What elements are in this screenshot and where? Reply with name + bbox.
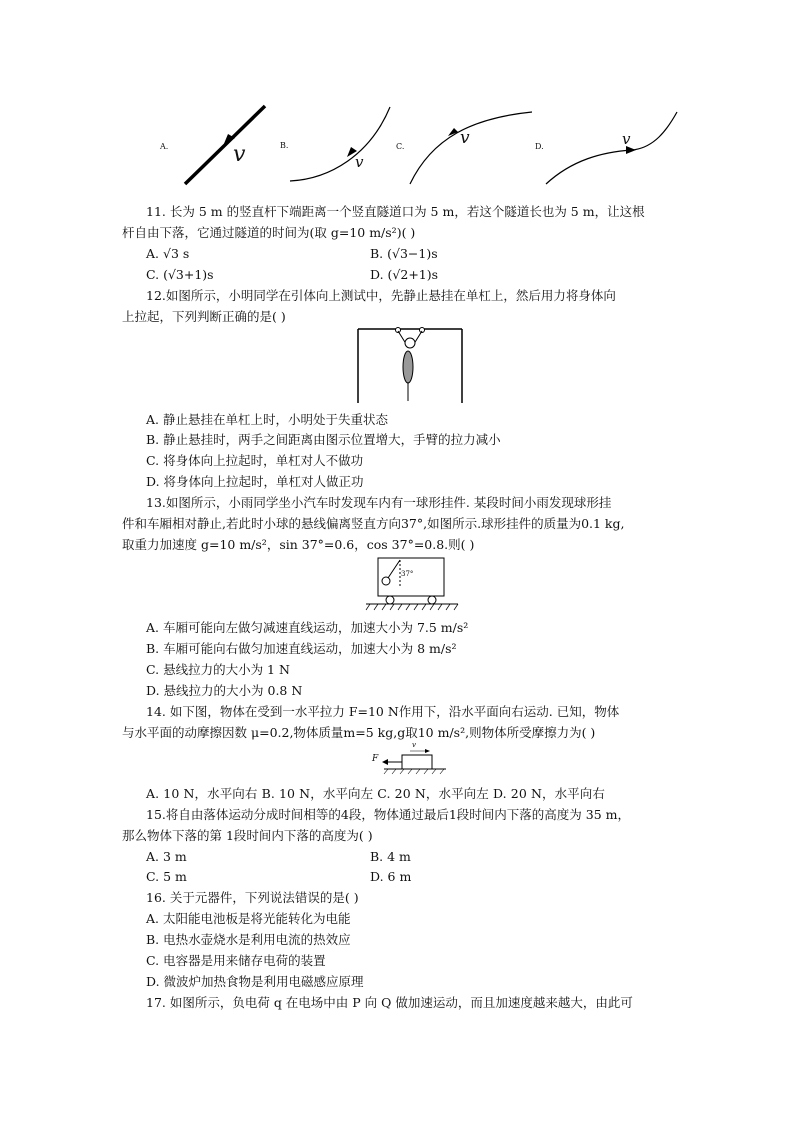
curve-b-diagram [275, 105, 395, 185]
figure-option-c [392, 108, 537, 188]
q16-stem: 16. 关于元器件，下列说法错误的是( ) [146, 890, 359, 905]
straight-arrow-diagram [155, 100, 275, 190]
q15-option-a: A. 3 m [146, 849, 187, 864]
velocity-label-b: v [355, 153, 364, 171]
velocity-label-a: v [233, 142, 246, 167]
q11-option-c: C. (√3+1)s [146, 267, 214, 282]
block-figure [370, 745, 450, 775]
figure-option-d [532, 110, 682, 190]
q12-option-c: C. 将身体向上拉起时，单杠对人不做功 [146, 453, 364, 468]
q15-stem-line2: 那么物体下落的第 1段时间内下落的高度为( ) [122, 828, 373, 843]
q15-option-d: D. 6 m [370, 869, 412, 884]
q14-stem-line2: 与水平面的动摩擦因数 μ=0.2,物体质量m=5 kg,g取10 m/s²,则物体所受摩擦力为( ) [122, 725, 596, 740]
curve-c-diagram [392, 108, 537, 188]
pullup-diagram [352, 325, 468, 405]
q11-option-d: D. (√2+1)s [370, 267, 439, 282]
q13-option-c: C. 悬线拉力的大小为 1 N [146, 662, 290, 677]
q11-stem-line1: 11. 长为 5 m 的竖直杆下端距离一个竖直隧道口为 5 m，若这个隧道长也为 5 m，让这根 [146, 204, 645, 219]
q14-options: A. 10 N，水平向右 B. 10 N，水平向左 C. 20 N，水平向左 D. 20 N，水平向右 [146, 786, 605, 801]
q12-option-d: D. 将身体向上拉起时，单杠对人做正功 [146, 474, 364, 489]
velocity-label: v [412, 741, 416, 749]
q11-option-b: B. (√3−1)s [370, 246, 438, 261]
q16-option-d: D. 微波炉加热食物是利用电磁感应原理 [146, 974, 364, 989]
q16-option-a: A. 太阳能电池板是将光能转化为电能 [146, 911, 351, 926]
force-label: F [372, 754, 379, 764]
block-force-diagram [370, 741, 450, 775]
q13-stem-line3: 取重力加速度 g=10 m/s²，sin 37°=0.6，cos 37°=0.8.则( ) [122, 537, 475, 552]
figure-label-d: D. [535, 142, 544, 151]
q12-option-b: B. 静止悬挂时，两手之间距离由图示位置增大，手臂的拉力减小 [146, 432, 501, 447]
q13-option-b: B. 车厢可能向右做匀加速直线运动，加速大小为 8 m/s² [146, 641, 457, 656]
q16-option-b: B. 电热水壶烧水是利用电流的热效应 [146, 932, 351, 947]
figure-option-a [155, 100, 275, 190]
q17-stem: 17. 如图所示，负电荷 q 在电场中由 P 向 Q 做加速运动，而且加速度越来越大，由此可 [146, 995, 633, 1010]
q16-option-c: C. 电容器是用来储存电荷的装置 [146, 953, 326, 968]
q13-option-a: A. 车厢可能向左做匀减速直线运动，加速大小为 7.5 m/s² [146, 620, 469, 635]
figure-label-c: C. [396, 142, 405, 151]
velocity-label-d: v [622, 130, 631, 148]
car-pendulum-diagram [364, 556, 460, 612]
figure-option-b [275, 105, 395, 185]
q11-stem-line2: 杆自由下落，它通过隧道的时间为(取 g=10 m/s²)( ) [122, 225, 416, 240]
angle-label: 37° [401, 570, 414, 578]
q15-stem-line1: 15.将自由落体运动分成时间相等的4段，物体通过最后1段时间内下落的高度为 35 m， [146, 807, 630, 822]
q11-option-a: A. √3 s [146, 246, 190, 261]
q13-option-d: D. 悬线拉力的大小为 0.8 N [146, 683, 303, 698]
q14-stem-line1: 14. 如下图，物体在受到一水平拉力 F=10 N作用下，沿水平面向右运动. 已知，物体 [146, 704, 620, 719]
q15-option-b: B. 4 m [370, 849, 411, 864]
figure-label-a: A. [160, 142, 169, 151]
horizontal-bar-figure [352, 325, 468, 405]
car-figure [364, 556, 460, 612]
q12-option-a: A. 静止悬挂在单杠上时，小明处于失重状态 [146, 412, 388, 427]
q15-option-c: C. 5 m [146, 869, 187, 884]
curve-d-diagram [532, 110, 682, 190]
figure-label-b: B. [280, 141, 289, 150]
q12-stem-line2: 上拉起，下列判断正确的是( ) [122, 309, 286, 324]
q13-stem-line1: 13.如图所示，小雨同学坐小汽车时发现车内有一球形挂件. 某段时间小雨发现球形挂 [146, 495, 612, 510]
q12-stem-line1: 12.如图所示，小明同学在引体向上测试中，先静止悬挂在单杠上，然后用力将身体向 [146, 288, 616, 303]
velocity-label-c: v [460, 128, 470, 148]
q13-stem-line2: 件和车厢相对静止,若此时小球的悬线偏离竖直方向37°,如图所示.球形挂件的质量为0.1 kg, [122, 516, 625, 531]
